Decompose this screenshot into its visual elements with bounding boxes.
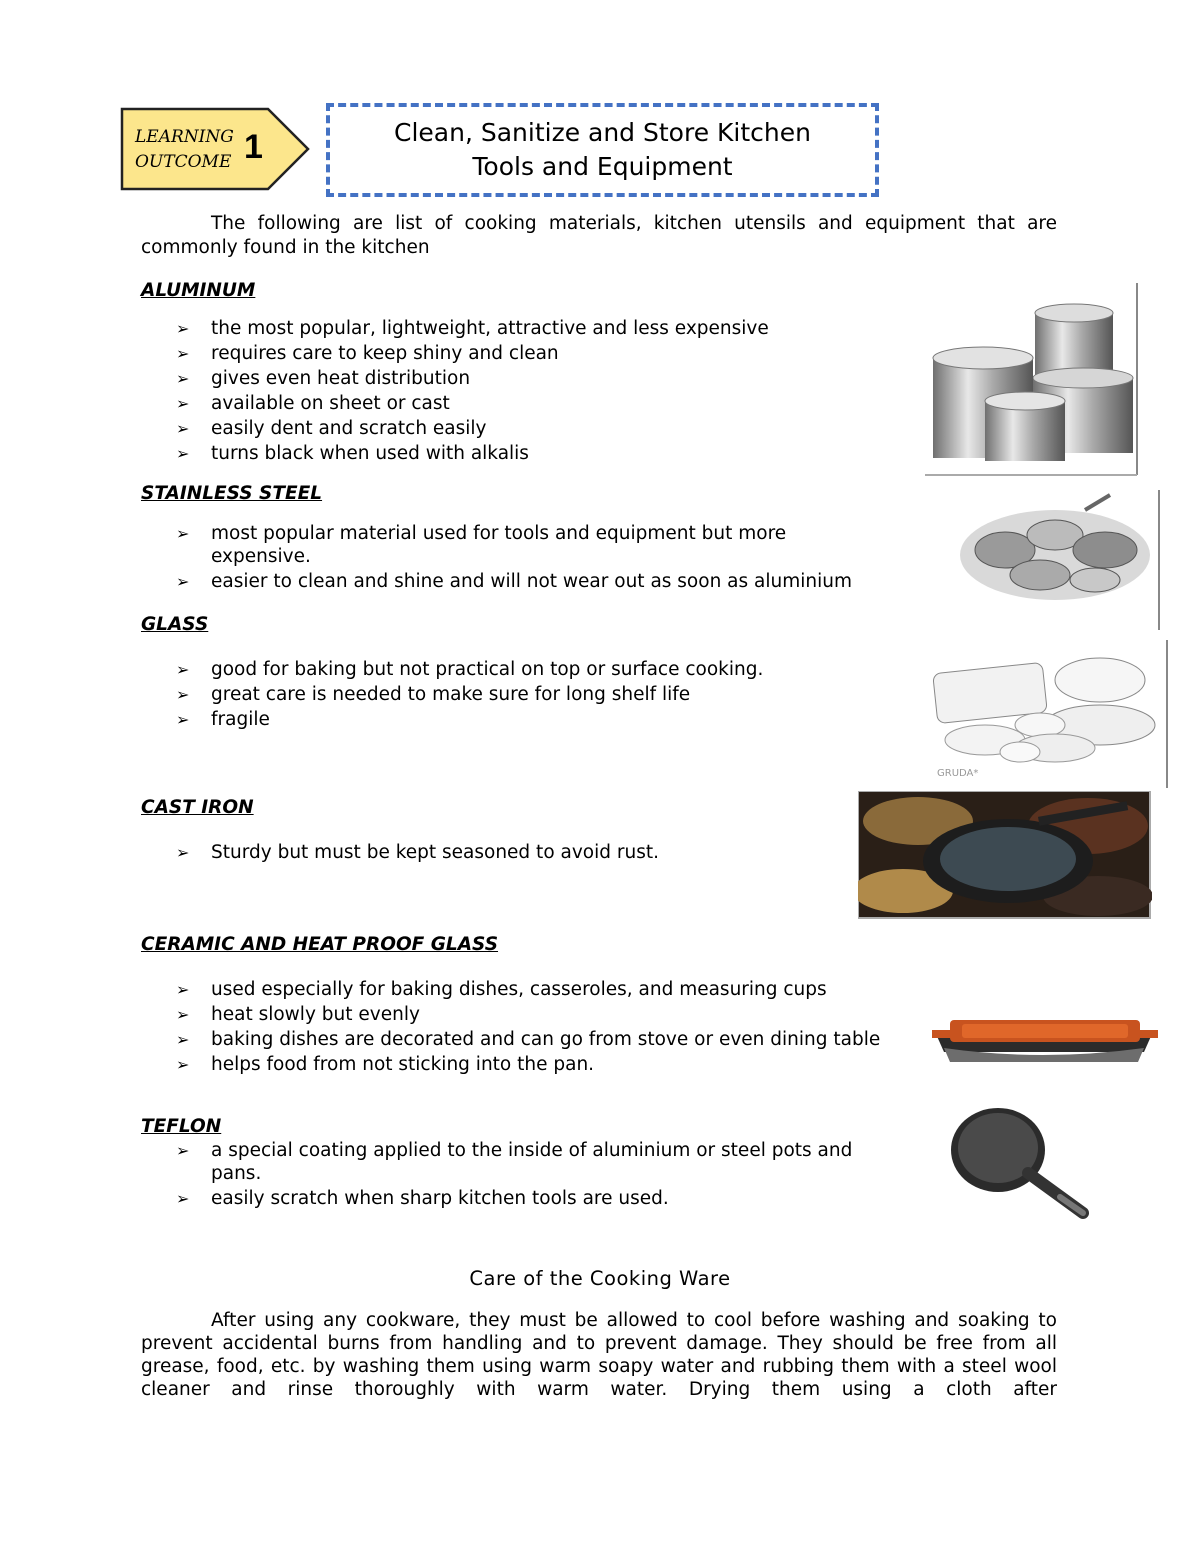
list-item: ➢ turns black when used with alkalis	[176, 443, 529, 464]
bullet-arrow-icon: ➢	[176, 1141, 190, 1160]
intro-line1: The following are list of cooking materials, kitchen utensils and equipment that are	[211, 213, 1057, 234]
list-item: ➢ gives even heat distribution	[176, 368, 471, 389]
list-item: ➢ fragile	[176, 709, 270, 730]
bullet-arrow-icon: ➢	[176, 980, 190, 999]
list-ceramic	[176, 979, 906, 1079]
badge-number: 1	[244, 128, 263, 166]
heading-ceramic-heat-proof-glass: CERAMIC AND HEAT PROOF GLASS	[141, 934, 499, 955]
teflon-pan-image	[948, 1105, 1093, 1230]
bullet-arrow-icon: ➢	[176, 571, 190, 591]
care-paragraph: After using any cookware, they must be allowed to cool before washing and soaking to prevent accidental burns from handling and to prevent damage. They should be free from all grease, food, etc. by washing them using warm soapy water and rubbing them with a steel wool cleaner and rinse thoroughly with warm water. Drying them using a cloth after	[141, 1310, 1057, 1400]
glass-image-caption: GRUDA*	[937, 768, 979, 779]
bullet-arrow-icon: ➢	[176, 1055, 190, 1074]
list-item: ➢ Sturdy but must be kept seasoned to avoid rust.	[176, 842, 659, 863]
list-item: ➢ easily dent and scratch easily	[176, 418, 487, 439]
bullet-arrow-icon: ➢	[176, 444, 190, 463]
bullet-arrow-icon: ➢	[176, 1030, 190, 1049]
badge-label	[135, 125, 234, 175]
bullet-arrow-icon: ➢	[176, 369, 190, 388]
bullet-arrow-icon: ➢	[176, 344, 190, 363]
bullet-arrow-icon: ➢	[176, 419, 190, 438]
bullet-arrow-icon: ➢	[176, 1005, 190, 1024]
list-item: ➢ good for baking but not practical on top or surface cooking.	[176, 659, 764, 680]
glass-bakeware-image	[925, 640, 1170, 788]
list-aluminum	[176, 318, 916, 468]
list-item: ➢ easily scratch when sharp kitchen tools are used.	[176, 1187, 669, 1209]
heading-cast-iron: CAST IRON	[141, 797, 254, 818]
list-item: ➢ available on sheet or cast	[176, 393, 450, 414]
list-teflon	[176, 1140, 906, 1213]
stainless-cookware-image	[945, 490, 1165, 630]
page-title-box	[326, 103, 879, 197]
ceramic-dish-image	[932, 1012, 1160, 1067]
badge-line2: OUTCOME	[135, 152, 232, 172]
heading-aluminum: ALUMINUM	[141, 280, 256, 301]
list-item: ➢ requires care to keep shiny and clean	[176, 343, 559, 364]
bullet-arrow-icon: ➢	[176, 319, 190, 338]
list-stainless-steel	[176, 523, 906, 596]
bullet-arrow-icon: ➢	[176, 710, 190, 729]
heading-glass: GLASS	[141, 614, 209, 635]
heading-teflon: TEFLON	[141, 1116, 222, 1137]
list-glass	[176, 659, 906, 734]
intro-line2: commonly found in the kitchen	[141, 237, 430, 258]
glass-bakeware-drawing	[925, 640, 1170, 788]
learning-outcome-badge	[120, 107, 310, 191]
page-title-line2: Tools and Equipment	[472, 152, 733, 181]
list-item: ➢ easier to clean and shine and will not wear out as soon as aluminium	[176, 570, 853, 592]
list-item: ➢ used especially for baking dishes, casseroles, and measuring cups	[176, 979, 827, 1000]
badge-line1: LEARNING	[135, 127, 234, 147]
list-item: ➢ a special coating applied to the inside of aluminium or steel pots and pans.	[176, 1140, 853, 1184]
care-section-title: Care of the Cooking Ware	[469, 1267, 731, 1290]
intro-paragraph	[141, 212, 1057, 260]
list-item: ➢ heat slowly but evenly	[176, 1004, 420, 1025]
list-item: ➢ most popular material used for tools and equipment but more expensive.	[176, 523, 787, 567]
heading-stainless-steel: STAINLESS STEEL	[141, 483, 323, 504]
list-item: ➢ helps food from not sticking into the pan.	[176, 1054, 595, 1075]
aluminum-pots-image	[925, 283, 1140, 478]
bullet-arrow-icon: ➢	[176, 685, 190, 704]
cast-iron-pans-image	[858, 791, 1152, 920]
bullet-arrow-icon: ➢	[176, 524, 190, 543]
list-item: ➢ great care is needed to make sure for long shelf life	[176, 684, 691, 705]
bullet-arrow-icon: ➢	[176, 394, 190, 413]
bullet-arrow-icon: ➢	[176, 660, 190, 679]
bullet-arrow-icon: ➢	[176, 843, 190, 862]
bullet-arrow-icon: ➢	[176, 1188, 190, 1208]
list-cast-iron	[176, 842, 876, 867]
list-item: ➢ the most popular, lightweight, attractive and less expensive	[176, 318, 769, 339]
page-title-line1: Clean, Sanitize and Store Kitchen	[394, 118, 811, 147]
list-item: ➢ baking dishes are decorated and can go from stove or even dining table	[176, 1029, 881, 1050]
